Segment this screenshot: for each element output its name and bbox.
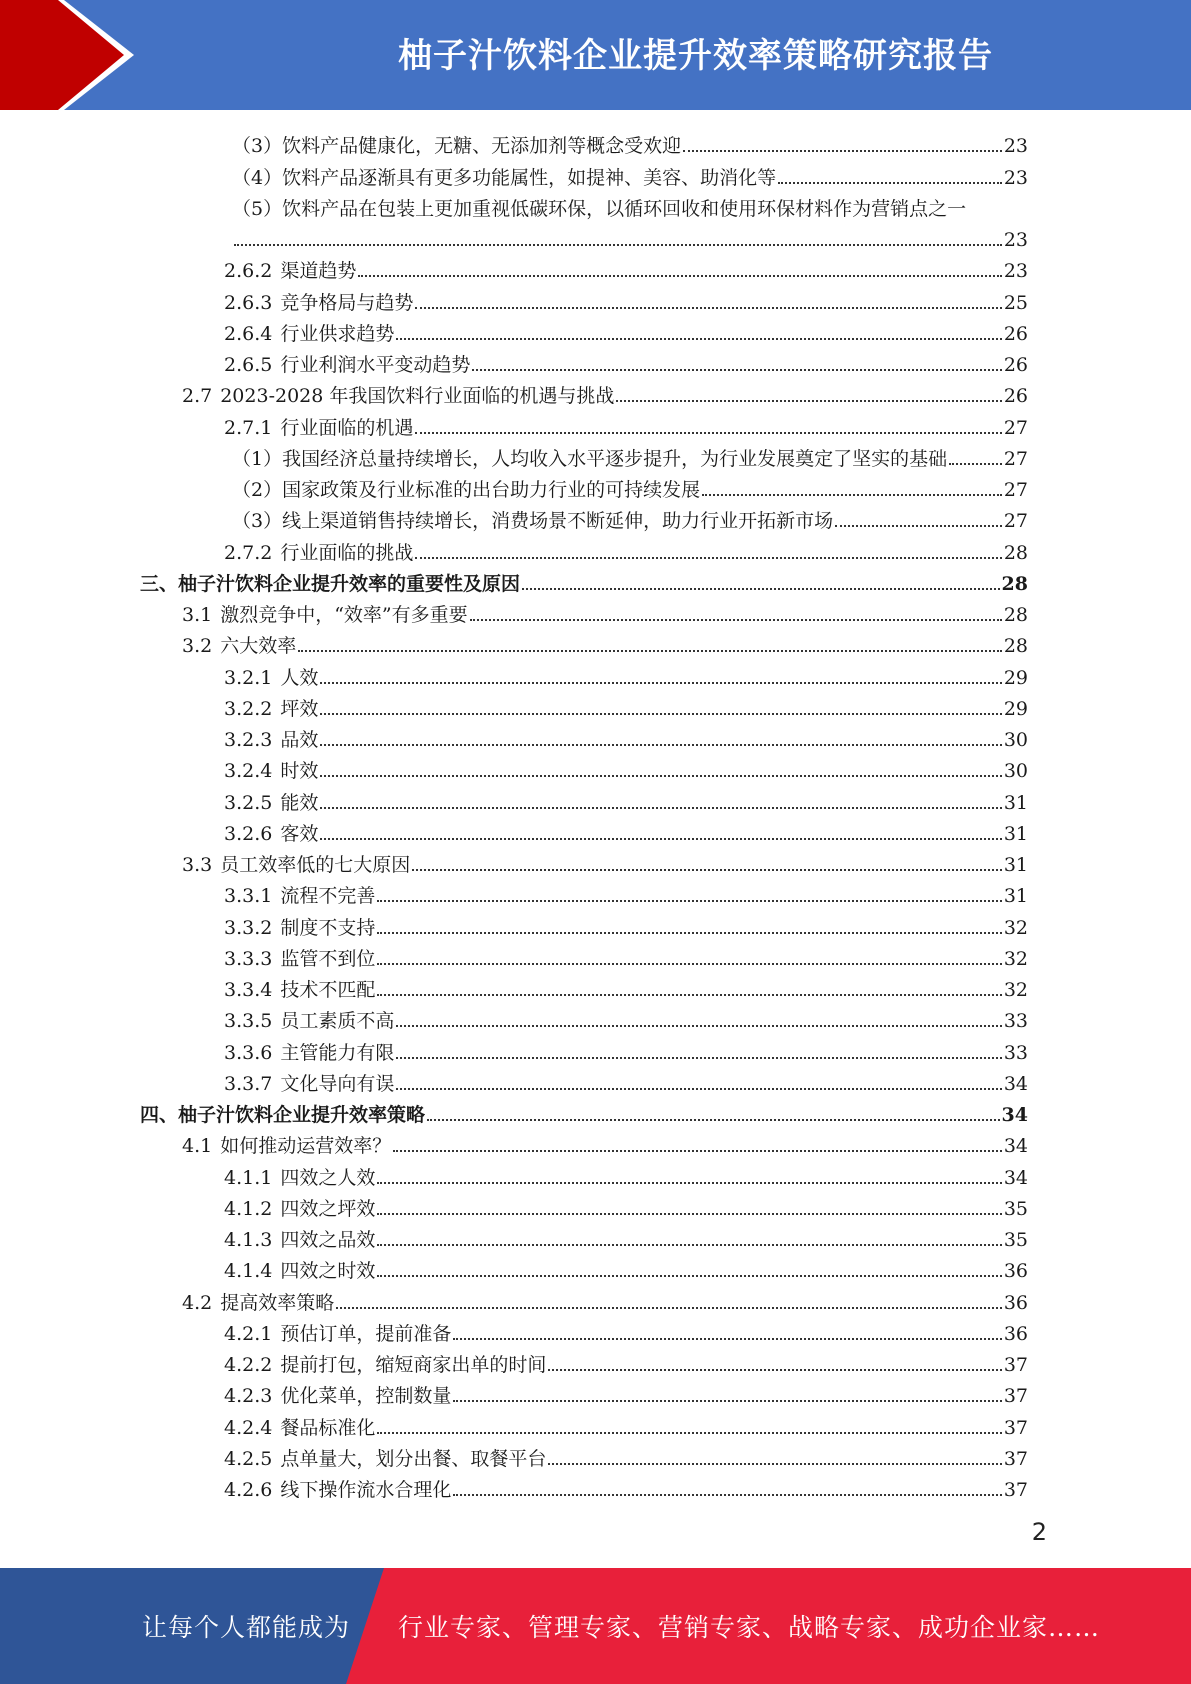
toc-entry[interactable] [140, 595, 1028, 626]
toc-entry-number: 3.3.2 [224, 916, 273, 939]
toc-entry-title: （1）我国经济总量持续增长，人均收入水平逐步提升，为行业发展奠定了坚实的基础 [232, 447, 948, 470]
toc-entry-page: 37 [1003, 1447, 1028, 1470]
toc-entry-page: 28 [1003, 604, 1028, 626]
toc-entry[interactable] [140, 751, 1028, 782]
toc-entry[interactable] [140, 1064, 1028, 1095]
toc-entry-title: 竞争格局与趋势 [280, 291, 414, 314]
toc-dot-leader [470, 619, 1002, 621]
toc-entry[interactable] [140, 1157, 1028, 1188]
toc-entry-number: 3.3.1 [224, 885, 273, 908]
page-number: 2 [1031, 1518, 1047, 1546]
toc-entry-number: 4.2.6 [224, 1479, 273, 1501]
toc-dot-leader [377, 1182, 1001, 1184]
toc-entry-number: 4.1.4 [224, 1260, 273, 1283]
toc-entry-title: 三、柚子汁饮料企业提升效率的重要性及原因 [140, 572, 521, 595]
footer-slogan-right: 行业专家、管理专家、营销专家、战略专家、成功企业家…… [398, 1613, 1101, 1642]
toc-entry-page: 36 [1003, 1322, 1028, 1345]
toc-entry-page: 31 [1003, 854, 1028, 876]
toc-dot-leader [377, 932, 1001, 934]
toc-dot-leader [415, 307, 1001, 309]
toc-entry-number: 3.2.4 [224, 760, 273, 783]
toc-entry[interactable] [140, 470, 1028, 501]
toc-entry-number: 3.3.3 [224, 947, 273, 970]
toc-dot-leader [453, 1338, 1001, 1340]
toc-entry-page: 32 [1003, 979, 1028, 1001]
toc-dot-leader [396, 338, 1001, 340]
toc-entry-number: 2.6.2 [224, 260, 273, 283]
toc-entry[interactable] [140, 1439, 1028, 1470]
toc-entry-number: 4.2.3 [224, 1385, 273, 1408]
toc-entry-title: 制度不支持 [280, 916, 376, 939]
toc-entry-title: 提前打包，缩短商家出单的时间 [280, 1354, 547, 1376]
toc-entry-title: 四效之时效 [280, 1260, 376, 1283]
toc-entry-title: 激烈竞争中，“效率”有多重要 [220, 604, 468, 626]
toc-dot-leader [548, 1369, 1001, 1371]
toc-entry[interactable] [140, 1251, 1028, 1282]
toc-entry[interactable] [140, 532, 1028, 563]
toc-entry[interactable] [140, 939, 1028, 970]
toc-entry-page: 29 [1003, 666, 1028, 689]
toc-entry[interactable] [140, 376, 1028, 407]
toc-entry-title: 四效之坪效 [280, 1197, 376, 1220]
toc-entry-number: 3.3.5 [224, 1010, 273, 1033]
toc-entry-title: （3）饮料产品健康化，无糖、无添加剂等概念受欢迎 [232, 135, 682, 158]
toc-entry[interactable] [140, 876, 1028, 907]
toc-entry-page: 35 [1003, 1197, 1028, 1220]
toc-entry[interactable] [140, 282, 1028, 313]
toc-dot-leader [298, 650, 1002, 652]
toc-entry-page: 27 [1003, 416, 1028, 439]
toc-entry[interactable] [140, 1095, 1028, 1126]
toc-entry-page: 37 [1003, 1385, 1028, 1408]
toc-entry-page: 26 [1003, 385, 1028, 408]
toc-entry-page: 30 [1003, 729, 1028, 751]
toc-entry-title: 员工素质不高 [280, 1010, 395, 1033]
toc-dot-leader [412, 869, 1002, 871]
toc-entry-number: 4.2.2 [224, 1354, 273, 1376]
toc-entry-title: 主管能力有限 [280, 1041, 395, 1064]
toc-entry[interactable] [140, 501, 1028, 532]
toc-entry-title: 优化菜单，控制数量 [280, 1385, 452, 1408]
toc-entry[interactable] [140, 814, 1028, 845]
toc-dot-leader [427, 1119, 1000, 1121]
toc-entry-number: 3.3 [182, 854, 213, 876]
toc-entry-title: 线下操作流水合理化 [280, 1479, 452, 1501]
toc-entry-number: 3.2.1 [224, 666, 273, 689]
toc-dot-leader [234, 244, 1002, 246]
toc-entry-page: 35 [1003, 1229, 1028, 1251]
toc-entry-page: 33 [1003, 1010, 1028, 1033]
toc-entry[interactable] [140, 1407, 1028, 1438]
toc-entry-title: 预估订单，提前准备 [280, 1322, 452, 1345]
toc-entry-title: 四效之品效 [280, 1229, 376, 1251]
toc-dot-leader [616, 400, 1001, 402]
toc-entry-title: 人效 [280, 666, 319, 689]
toc-entry-title: 行业利润水平变动趋势 [280, 354, 471, 376]
toc-entry[interactable] [140, 564, 1028, 595]
toc-entry-title: 技术不匹配 [280, 979, 376, 1001]
toc-entry-number: 3.1 [182, 604, 213, 626]
toc-entry-page: 37 [1003, 1416, 1028, 1439]
toc-entry-title: 时效 [280, 760, 319, 783]
toc-entry-title: 流程不完善 [280, 885, 376, 908]
toc-entry-title: 2023-2028 年我国饮料行业面临的机遇与挑战 [220, 385, 615, 408]
toc-entry-title: （4）饮料产品逐渐具有更多功能属性，如提神、美容、助消化等 [232, 166, 777, 189]
toc-dot-leader [377, 994, 1001, 996]
toc-dot-leader [320, 807, 1001, 809]
toc-entry-page: 37 [1003, 1354, 1028, 1376]
toc-entry-title: （3）线上渠道销售持续增长，消费场景不断延伸，助力行业开拓新市场 [232, 510, 834, 533]
toc-dot-leader [320, 713, 1001, 715]
toc-entry-page: 36 [1003, 1260, 1028, 1283]
toc-entry-title: 如何推动运营效率？ [220, 1135, 392, 1158]
toc-entry-page: 34 [1003, 1072, 1028, 1095]
toc-entry-title: 行业面临的挑战 [280, 541, 414, 564]
toc-entry-number: 4.1.1 [224, 1166, 273, 1189]
toc-entry-page: 26 [1003, 322, 1028, 345]
toc-entry-page: 28 [1003, 541, 1028, 564]
toc-entry-number: 3.2.5 [224, 791, 273, 814]
toc-entry[interactable] [140, 689, 1028, 720]
toc-dot-leader [358, 275, 1001, 277]
toc-entry[interactable] [140, 345, 1028, 376]
toc-entry[interactable] [140, 657, 1028, 688]
toc-entry[interactable] [140, 189, 1028, 220]
toc-entry-number: 2.6.4 [224, 322, 273, 345]
toc-entry-title: 客效 [280, 822, 319, 845]
toc-entry-page: 27 [1003, 447, 1028, 470]
toc-entry-page: 23 [1003, 166, 1028, 189]
toc-dot-leader [415, 557, 1001, 559]
toc-entry-page: 31 [1003, 791, 1028, 814]
toc-entry-number: 4.2 [182, 1291, 213, 1314]
toc-entry-page: 28 [1003, 635, 1028, 658]
toc-dot-leader [396, 1057, 1001, 1059]
toc-dot-leader [396, 1088, 1001, 1090]
toc-dot-leader [320, 744, 1001, 746]
footer-slogan-left: 让每个人都能成为 [142, 1613, 351, 1642]
toc-entry[interactable] [140, 1470, 1028, 1501]
toc-entry-title: （2）国家政策及行业标准的出台助力行业的可持续发展 [232, 479, 701, 501]
toc-entry-page: 32 [1003, 916, 1028, 939]
toc-entry-number: 3.2 [182, 635, 213, 658]
toc-entry-number: 2.7.2 [224, 541, 273, 564]
toc-entry[interactable] [140, 1345, 1028, 1376]
toc-entry-title: 四、柚子汁饮料企业提升效率策略 [140, 1104, 426, 1126]
toc-entry-number: 3.2.3 [224, 729, 273, 751]
toc-entry-title: 监管不到位 [280, 947, 376, 970]
toc-entry-page: 34 [1001, 1104, 1028, 1126]
toc-dot-leader [683, 150, 1002, 152]
toc-entry-number: 4.2.5 [224, 1447, 273, 1470]
toc-dot-leader [472, 369, 1001, 371]
toc-dot-leader [377, 900, 1001, 902]
toc-entry[interactable] [140, 720, 1028, 751]
toc-entry-number: 3.3.7 [224, 1072, 273, 1095]
toc-dot-leader [415, 432, 1001, 434]
toc-entry[interactable] [140, 626, 1028, 657]
toc-entry-title: （5）饮料产品在包装上更加重视低碳环保，以循环回收和使用环保材料作为营销点之一 [232, 197, 967, 220]
toc-entry[interactable] [140, 1314, 1028, 1345]
toc-entry[interactable] [140, 782, 1028, 813]
toc-entry-title: 能效 [280, 791, 319, 814]
toc-entry[interactable] [140, 407, 1028, 438]
toc-entry-page: 27 [1003, 479, 1028, 501]
toc-entry[interactable] [140, 845, 1028, 876]
toc-entry-title: 餐品标准化 [280, 1416, 376, 1439]
toc-entry-number: 3.3.6 [224, 1041, 273, 1064]
toc-entry-page: 27 [1003, 510, 1028, 533]
toc-entry-number: 2.6.5 [224, 354, 273, 376]
toc-entry-page: 33 [1003, 1041, 1028, 1064]
toc-entry-title: 文化导向有误 [280, 1072, 395, 1095]
toc-entry[interactable] [140, 1189, 1028, 1220]
toc-entry[interactable] [140, 1001, 1028, 1032]
toc-entry-number: 4.2.4 [224, 1416, 273, 1439]
toc-entry-page: 23 [1003, 229, 1028, 251]
toc-entry-title: 行业面临的机遇 [280, 416, 414, 439]
toc-entry-title: 行业供求趋势 [280, 322, 395, 345]
page-header [0, 0, 1191, 110]
toc-entry-page: 34 [1003, 1166, 1028, 1189]
toc-entry-title: 四效之人效 [280, 1166, 376, 1189]
toc-entry-number: 2.6.3 [224, 291, 273, 314]
toc-entry-number: 3.2.6 [224, 822, 273, 845]
toc-entry-page: 26 [1003, 354, 1028, 376]
toc-entry[interactable] [140, 220, 1028, 251]
toc-entry[interactable] [140, 439, 1028, 470]
toc-dot-leader [377, 1432, 1001, 1434]
toc-dot-leader [453, 1494, 1001, 1496]
toc-entry-number: 2.7.1 [224, 416, 273, 439]
toc-dot-leader [702, 494, 1002, 496]
toc-entry-page: 25 [1003, 291, 1028, 314]
toc-entry-title: 品效 [280, 729, 319, 751]
toc-entry-title: 坪效 [280, 697, 319, 720]
toc-dot-leader [377, 963, 1001, 965]
toc-entry-page: 31 [1003, 885, 1028, 908]
toc-entry-title: 员工效率低的七大原因 [220, 854, 411, 876]
toc-entry[interactable] [140, 970, 1028, 1001]
toc-entry-page: 29 [1003, 697, 1028, 720]
toc-entry-title: 提高效率策略 [220, 1291, 335, 1314]
toc-entry-page: 37 [1003, 1479, 1028, 1501]
toc-entry[interactable] [140, 251, 1028, 282]
toc-entry-page: 23 [1003, 260, 1028, 283]
toc-entry-page: 23 [1003, 135, 1028, 158]
toc-entry[interactable] [140, 157, 1028, 188]
toc-entry[interactable] [140, 1126, 1028, 1157]
toc-dot-leader [377, 1275, 1001, 1277]
toc-dot-leader [320, 682, 1001, 684]
toc-entry-number: 4.1.2 [224, 1197, 273, 1220]
toc-entry[interactable] [140, 126, 1028, 157]
toc-entry-number: 4.1.3 [224, 1229, 273, 1251]
page-footer [0, 1568, 1191, 1684]
toc-entry-page: 36 [1003, 1291, 1028, 1314]
toc-dot-leader [453, 1400, 1001, 1402]
toc-dot-leader [377, 1244, 1001, 1246]
toc-entry-page: 28 [1001, 572, 1028, 595]
toc-dot-leader [835, 525, 1002, 527]
toc-entry-number: 3.2.2 [224, 697, 273, 720]
toc-entry-number: 4.2.1 [224, 1322, 273, 1345]
toc-dot-leader [336, 1307, 1002, 1309]
toc-entry-title: 渠道趋势 [280, 260, 357, 283]
toc-entry-page: 32 [1003, 947, 1028, 970]
toc-dot-leader [320, 838, 1001, 840]
toc-entry-title: 六大效率 [220, 635, 297, 658]
toc-entry-number: 2.7 [182, 385, 213, 408]
report-title: 柚子汁饮料企业提升效率策略研究报告 [398, 35, 993, 76]
toc-entry-page: 34 [1003, 1135, 1028, 1158]
toc-dot-leader [949, 463, 1002, 465]
toc-entry-number: 4.1 [182, 1135, 213, 1158]
toc-entry-page: 30 [1003, 760, 1028, 783]
table-of-contents [140, 126, 1028, 1501]
toc-entry[interactable] [140, 1220, 1028, 1251]
toc-dot-leader [548, 1463, 1001, 1465]
toc-entry[interactable] [140, 314, 1028, 345]
toc-dot-leader [393, 1150, 1002, 1152]
toc-entry[interactable] [140, 1376, 1028, 1407]
toc-dot-leader [377, 1213, 1001, 1215]
toc-entry-title: 点单量大，划分出餐、取餐平台 [280, 1447, 547, 1470]
toc-entry-page: 31 [1003, 822, 1028, 845]
toc-dot-leader [396, 1025, 1001, 1027]
toc-entry[interactable] [140, 907, 1028, 938]
toc-dot-leader [320, 775, 1001, 777]
toc-entry-number: 3.3.4 [224, 979, 273, 1001]
toc-dot-leader [522, 588, 1000, 590]
toc-entry[interactable] [140, 1282, 1028, 1313]
toc-dot-leader [778, 182, 1002, 184]
toc-entry[interactable] [140, 1032, 1028, 1063]
